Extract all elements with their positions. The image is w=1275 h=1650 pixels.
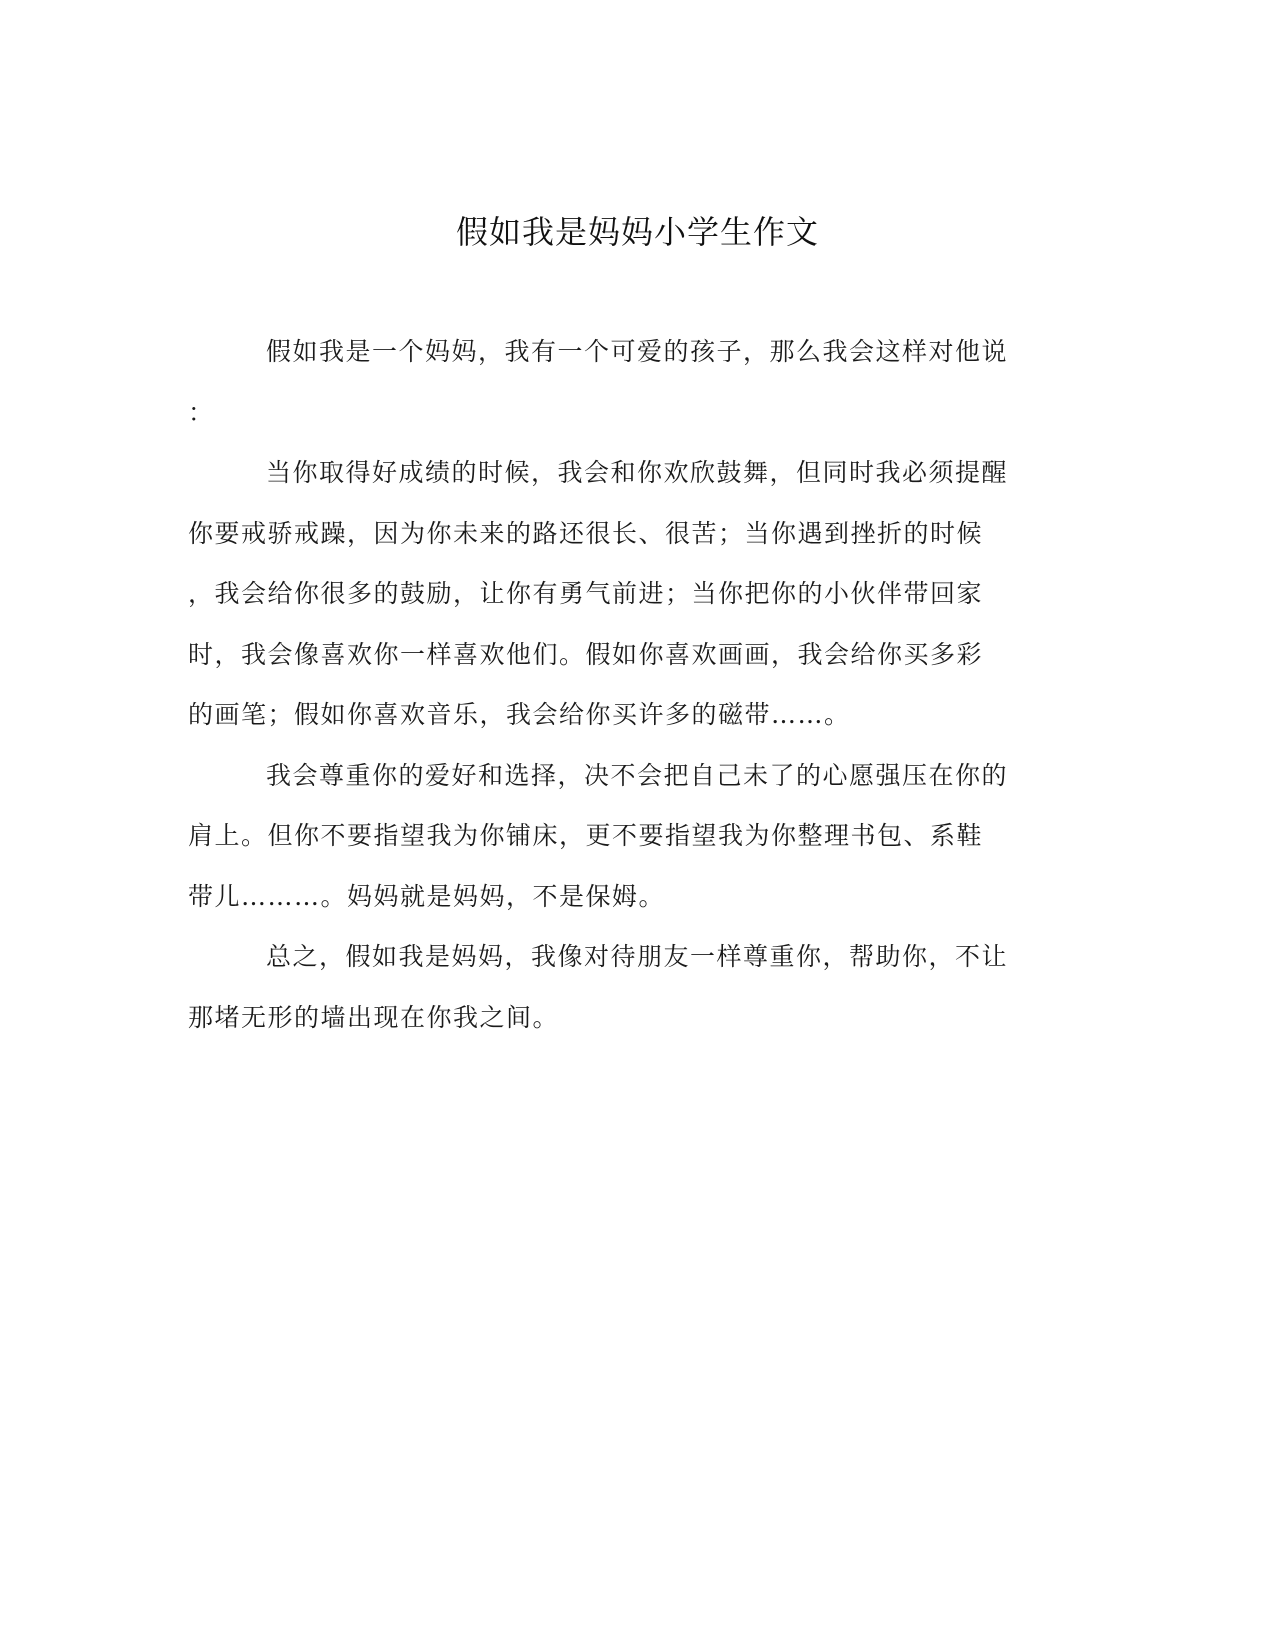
paragraph-line: 带儿………。妈妈就是妈妈，不是保姆。 xyxy=(188,881,666,911)
paragraph-line: 当你取得好成绩的时候，我会和你欢欣鼓舞，但同时我必须提醒 xyxy=(266,458,1009,487)
paragraph-line: ，我会给你很多的鼓励，让你有勇气前进；当你把你的小伙伴带回家 xyxy=(188,579,984,608)
paragraph-line: ： xyxy=(188,397,215,427)
paragraph-line: 肩上。但你不要指望我为你铺床，更不要指望我为你整理书包、系鞋 xyxy=(188,821,984,850)
paragraph-line: 时，我会像喜欢你一样喜欢他们。假如你喜欢画画，我会给你买多彩 xyxy=(188,639,984,669)
document-title: 假如我是妈妈小学生作文 xyxy=(455,213,819,251)
paragraph-line: 的画笔；假如你喜欢音乐，我会给你买许多的磁带……。 xyxy=(188,700,851,729)
paragraph-line: 我会尊重你的爱好和选择，决不会把自己未了的心愿强压在你的 xyxy=(266,760,1009,790)
paragraph-line: 你要戒骄戒躁，因为你未来的路还很长、很苦；当你遇到挫折的时候 xyxy=(188,518,984,548)
paragraph-line: 假如我是一个妈妈，我有一个可爱的孩子，那么我会这样对他说 xyxy=(266,337,1009,366)
paragraph-line: 总之，假如我是妈妈，我像对待朋友一样尊重你，帮助你，不让 xyxy=(266,942,1009,971)
document-body xyxy=(188,322,1088,1048)
paragraph-line: 那堵无形的墙出现在你我之间。 xyxy=(188,1002,560,1032)
